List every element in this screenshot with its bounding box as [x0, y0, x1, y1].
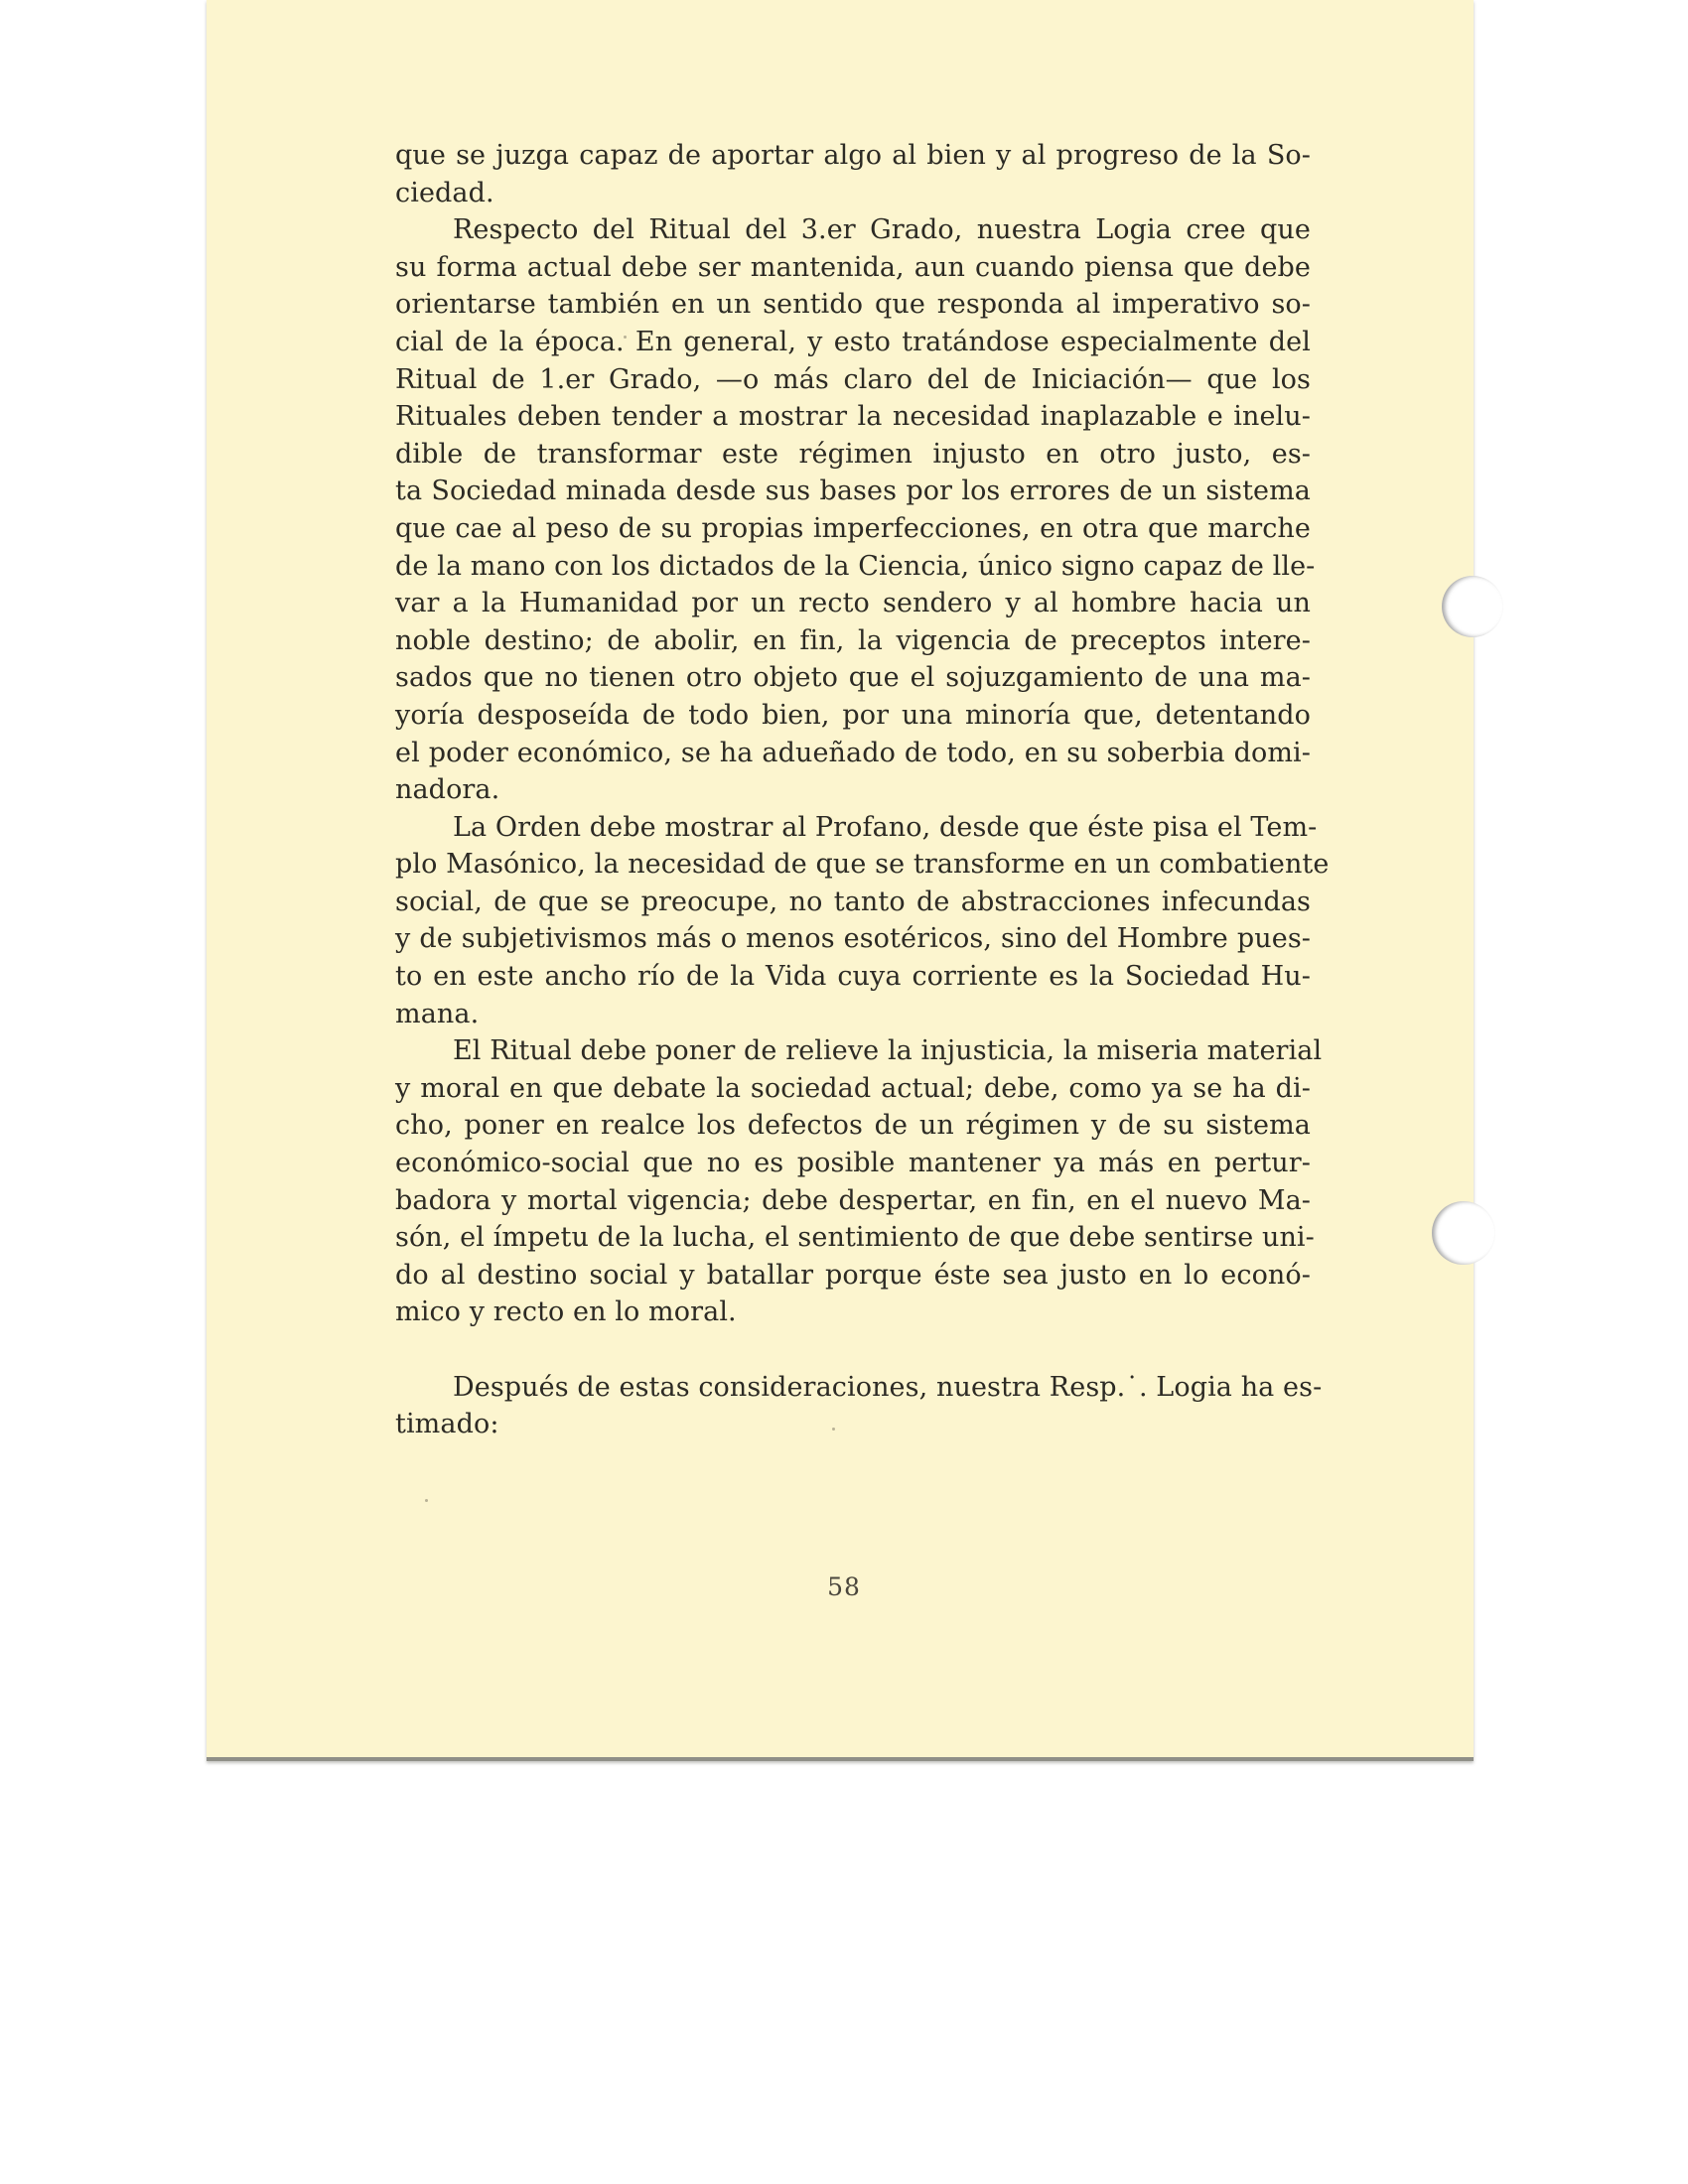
paragraph-start-line: Respecto del Ritual del 3.er Grado, nuestra Logia cree que: [453, 214, 1311, 246]
paragraph-start-line: El Ritual debe poner de relieve la injusticia, la miseria material: [453, 1035, 1323, 1067]
text-line: do al destino social y batallar porque éste sea justo en lo econó-: [395, 1259, 1311, 1291]
text-line: el poder económico, se ha adueñado de todo, en su soberbia domi-: [395, 737, 1311, 768]
text-line: noble destino; de abolir, en fin, la vigencia de preceptos intere-: [395, 624, 1311, 656]
text-line: ciedad.: [395, 177, 494, 208]
punch-hole: [1442, 576, 1503, 637]
paragraph-start-line: La Orden debe mostrar al Profano, desde que éste pisa el Tem-: [453, 811, 1318, 843]
text-line: mico y recto en lo moral.: [395, 1297, 737, 1328]
text-line: social, de que se preocupe, no tanto de abstracciones infecundas: [395, 886, 1311, 917]
text-line: dible de transformar este régimen injusto en otro justo, es-: [395, 438, 1311, 470]
text-line: yoría desposeída de todo bien, por una minoría que, detentando: [395, 699, 1311, 731]
text-line: plo Masónico, la necesidad de que se transforme en un combatiente: [395, 849, 1330, 881]
paragraph-gap: [395, 1331, 1311, 1369]
text-line: badora y mortal vigencia; debe despertar, en fin, en el nuevo Ma-: [395, 1184, 1311, 1216]
text-line: y de subjetivismos más o menos esotéricos, sino del Hombre pues-: [395, 923, 1311, 955]
paragraph-start-line: Después de estas consideraciones, nuestra Resp.˙. Logia ha es-: [453, 1371, 1323, 1403]
text-line: y moral en que debate la sociedad actual; debe, como ya se ha di-: [395, 1072, 1311, 1104]
text-line: Ritual de 1.er Grado, —o más claro del de Iniciación— que los: [395, 363, 1311, 395]
paper-speck: [425, 1499, 428, 1502]
text-line: Rituales deben tender a mostrar la necesidad inaplazable e inelu-: [395, 401, 1311, 433]
page-number: 58: [827, 1572, 861, 1601]
text-line: de la mano con los dictados de la Ciencia, único signo capaz de lle-: [395, 550, 1316, 582]
text-line: orientarse también en un sentido que responda al imperativo so-: [395, 289, 1311, 321]
text-line: cho, poner en realce los defectos de un régimen y de su sistema: [395, 1110, 1311, 1142]
text-line: su forma actual debe ser mantenida, aun cuando piensa que debe: [395, 251, 1311, 283]
text-line: cial de la época. En general, y esto tratándose especialmente del: [395, 326, 1311, 357]
text-line: timado:: [395, 1409, 499, 1440]
text-line: que se juzga capaz de aportar algo al bien y al progreso de la So-: [395, 140, 1311, 171]
text-line: var a la Humanidad por un recto sendero y al hombre hacia un: [395, 588, 1311, 619]
text-line: nadora.: [395, 774, 500, 806]
text-line: ta Sociedad minada desde sus bases por los errores de un sistema: [395, 476, 1311, 507]
punch-hole: [1432, 1201, 1495, 1265]
text-line: que cae al peso de su propias imperfecciones, en otra que marche: [395, 512, 1311, 544]
body-text: [395, 137, 1330, 1443]
text-line: económico-social que no es posible mantener ya más en pertur-: [395, 1148, 1311, 1179]
text-line: to en este ancho río de la Vida cuya corriente es la Sociedad Hu-: [395, 961, 1311, 993]
text-line: són, el ímpetu de la lucha, el sentimiento de que debe sentirse uni-: [395, 1222, 1315, 1254]
text-line: mana.: [395, 998, 480, 1029]
text-line: sados que no tienen otro objeto que el sojuzgamiento de una ma-: [395, 662, 1311, 694]
